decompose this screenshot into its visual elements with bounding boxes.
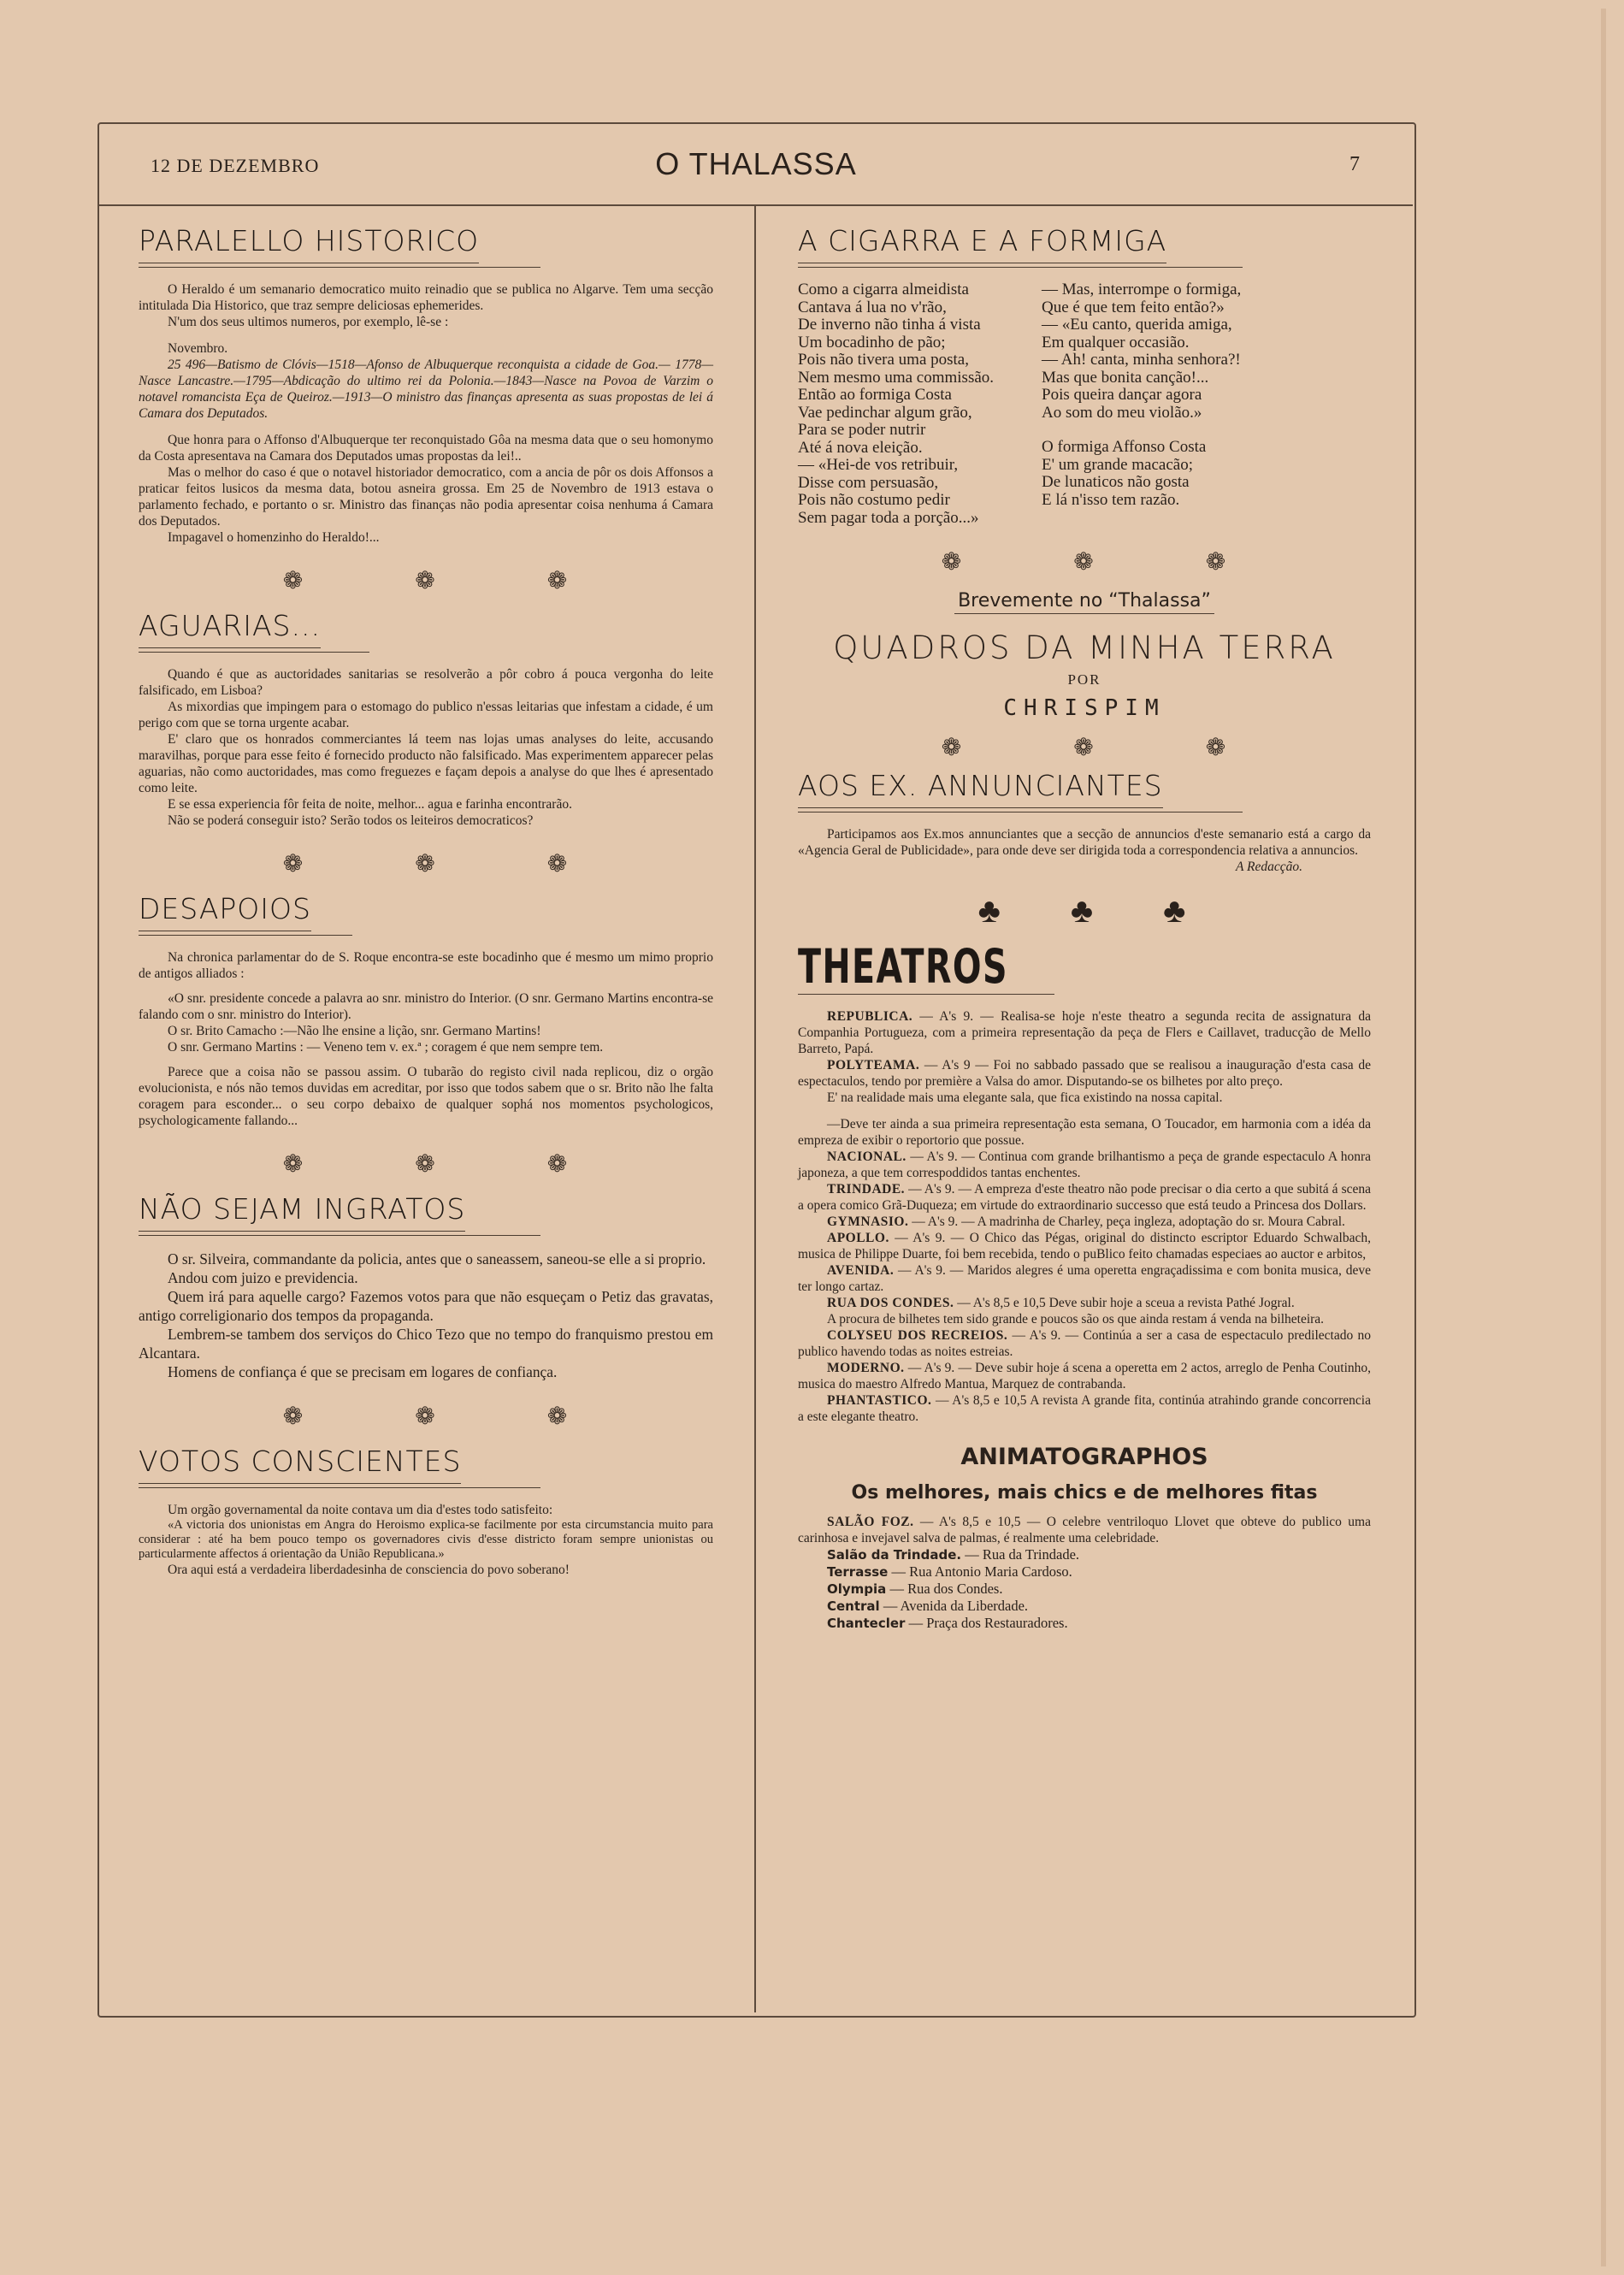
theatre-entry bbox=[798, 1392, 1371, 1425]
venue-name: Chantecler bbox=[827, 1616, 906, 1631]
theatre-text: — A's 9. — Maridos alegres é uma operetta engraçadissima e com bonita musica, deve ter longo cartaz. bbox=[798, 1263, 1371, 1294]
quote-heading: Novembro. bbox=[168, 341, 228, 356]
section-title: NÃO SEJAM INGRATOS bbox=[139, 1192, 465, 1232]
section-title: THEATROS bbox=[798, 939, 1008, 994]
paragraph: O snr. Germano Martins : — Veneno tem v. ex.ª ; coragem é que nem sempre tem. bbox=[168, 1040, 604, 1055]
theatre-text: — A's 9. — A empreza d'este theatro não pode precisar o dia certo a que subitá á scena a opera comico Grã-Duqueza; em virtude do extraordinario successo que está teudo a Princesa dos Dollars. bbox=[798, 1182, 1371, 1213]
section-title: VOTOS CONSCIENTES bbox=[139, 1445, 461, 1484]
theatre-entry bbox=[798, 1214, 1371, 1230]
article-theatros bbox=[798, 939, 1371, 1425]
theatre-text: E' na realidade mais uma elegante sala, que fica existindo na nossa capital. bbox=[827, 1090, 1223, 1105]
theatre-text: — A's 9. — O Chico das Pégas, original do distincto escriptor Eduardo Schwalbach, musica de Philippe Duarte, foi bem recebida, tendo o puBlico feito chamadas especiaes ao auctor e arbitos, bbox=[798, 1231, 1371, 1262]
poem bbox=[798, 281, 1371, 527]
ornament-divider: ❁ ❁ ❁ bbox=[941, 735, 1279, 761]
section-title: DESAPOIOS bbox=[139, 892, 311, 931]
theatre-name: REPUBLICA. bbox=[827, 1009, 913, 1024]
por-label: POR bbox=[1067, 671, 1101, 688]
theatre-text: — A's 8,5 e 10,5 Deve subir hoje a sceua a revista Pathé Jogral. bbox=[954, 1296, 1295, 1310]
theatre-entry bbox=[798, 1149, 1371, 1181]
title-rule bbox=[139, 652, 369, 653]
theatre-entry bbox=[798, 1360, 1371, 1392]
signature: A Redacção. bbox=[1235, 860, 1302, 874]
paragraph: As mixordias que impingem para o estomago do publico n'essas leitarias que infestam a cidade, é um perigo com que se torna urgente acabar. bbox=[139, 700, 713, 730]
ornament-divider: ❁ ❁ ❁ bbox=[282, 1151, 621, 1178]
paragraph: Participamos aos Ex.mos annunciantes que a secção de annuncios d'este semanario está a cargo da «Agencia Geral de Publicidade», para onde deve ser dirigida toda a correspondencia relativa a annuncios. bbox=[798, 827, 1371, 858]
paragraph: N'um dos seus ultimos numeros, por exemplo, lê-se : bbox=[168, 315, 449, 329]
theatre-name: APOLLO. bbox=[827, 1231, 889, 1245]
theatre-entry bbox=[798, 1327, 1371, 1360]
newspaper-title: O THALASSA bbox=[655, 146, 857, 181]
title-rule bbox=[139, 1487, 540, 1488]
theatre-entry bbox=[798, 1057, 1371, 1090]
theatre-name: MODERNO. bbox=[827, 1361, 905, 1375]
page-edge bbox=[1601, 9, 1606, 2266]
theatre-entry bbox=[798, 1311, 1371, 1327]
paragraph: Mas o melhor do caso é que o notavel historiador democratico, com a ancia de pôr os dois Affonsos a praticar feitos lusicos da mesma data, botou asneira grossa. Em 25 de Novembro de 1913 estava o parlamento fechado, e portanto o sr. Ministro das finanças não podia apresentar coisa nenhuma á Camara dos Deputados. bbox=[139, 465, 713, 529]
paragraph: E' claro que os honrados commerciantes lá teem nas lojas umas analyses do leite, accusando maravilhas, porque para esse feito é fornecido producto não falsificado. Mas experimentem apparecer pelas aguarias, não como auctoridades, mas como freguezes e façam depois a analyse do que lhes é apresentado como leite. bbox=[139, 732, 713, 795]
venue-name: SALÃO FOZ. bbox=[827, 1515, 914, 1529]
theatre-name: COLYSEU DOS RECREIOS. bbox=[827, 1328, 1008, 1343]
article-votos bbox=[139, 1445, 713, 1578]
section-subtitle: Os melhores, mais chics e de melhores fitas bbox=[851, 1482, 1318, 1504]
venue-address: — Praça dos Restauradores. bbox=[905, 1615, 1068, 1631]
ornament-divider: ❁ ❁ ❁ bbox=[941, 549, 1279, 576]
venue-address: — Rua da Trindade. bbox=[961, 1546, 1080, 1563]
column-divider bbox=[754, 206, 756, 2012]
theatre-entry bbox=[798, 1116, 1371, 1149]
page-number: 7 bbox=[1349, 153, 1360, 175]
theatre-text: — A's 8,5 e 10,5 A revista A grande fita, continúa atrahindo grande concorrencia a este elegante theatro. bbox=[798, 1393, 1371, 1424]
title-rule bbox=[139, 267, 540, 268]
paragraph: O sr. Silveira, commandante da policia, antes que o saneassem, saneou-se elle a si proprio. bbox=[168, 1250, 706, 1268]
brevemente-label: Brevemente no “Thalassa” bbox=[954, 590, 1214, 614]
paragraph: «O snr. presidente concede a palavra ao snr. ministro do Interior. (O snr. Germano Martins encontra-se falando com o snr. ministro do Interior). bbox=[139, 991, 713, 1022]
venue-name: Central bbox=[827, 1598, 880, 1614]
paragraph: Quando é que as auctoridades sanitarias se resolverão a pôr cobro á pouca vergonha do leite falsificado, em Lisboa? bbox=[139, 667, 713, 698]
theatre-entry bbox=[798, 1181, 1371, 1214]
article-desapoios bbox=[139, 892, 713, 1129]
article-aguarias bbox=[139, 609, 713, 829]
header-date: 12 DE DEZEMBRO bbox=[151, 155, 320, 176]
paragraph: Não se poderá conseguir isto? Serão todos os leiteiros democraticos? bbox=[168, 813, 534, 828]
theatre-text: — A's 9 — Foi no sabbado passado que se realisou a inauguração d'esta casa de espectaculos, tendo por première a Valsa do amor. Disputando-se os bilhetes por alto preço. bbox=[798, 1058, 1371, 1089]
theatre-name: NACIONAL. bbox=[827, 1149, 906, 1164]
venue-name: Olympia bbox=[827, 1581, 887, 1597]
paragraph: Quem irá para aquelle cargo? Fazemos votos para que não esqueçam o Petiz das gravatas, antigo correligionario dos tempos da propaganda. bbox=[139, 1288, 713, 1324]
paragraph bbox=[798, 1514, 1371, 1546]
article-animatographos bbox=[798, 1444, 1371, 1632]
theatre-text: — A's 9. — Continua com grande brilhantismo a peça de grande espectaculo A honra japoneza, a que tem correspoddidos tantas enchentes. bbox=[798, 1149, 1371, 1180]
venue-item bbox=[827, 1598, 1371, 1615]
paragraph: E se essa experiencia fôr feita de noite, melhor... agua e farinha encontrarão. bbox=[168, 797, 572, 812]
section-title: AGUARIAS... bbox=[139, 609, 321, 648]
venue-item bbox=[827, 1563, 1371, 1581]
theatre-entry bbox=[798, 1262, 1371, 1295]
theatre-name: AVENIDA. bbox=[827, 1263, 895, 1278]
section-title: AOS EX. ANNUNCIANTES bbox=[798, 769, 1163, 808]
paragraph: Na chronica parlamentar do de S. Roque encontra-se este bocadinho que é mesmo um mimo proprio de antigos alliados : bbox=[139, 950, 713, 981]
theatre-name: RUA DOS CONDES. bbox=[827, 1296, 954, 1310]
left-column bbox=[139, 224, 713, 1578]
page-header bbox=[99, 122, 1413, 206]
paragraph: Andou com juizo e previdencia. bbox=[168, 1269, 358, 1286]
venue-address: — Rua dos Condes. bbox=[886, 1581, 1003, 1597]
theatre-text: — A's 9. — Continúa a ser a casa de espectaculo predilectado no publico havendo todas as noites estreias. bbox=[798, 1328, 1371, 1359]
poem-stanza: — Mas, interrompe o formiga, Que é que tem feito então?» — «Eu canto, querida amiga, Em qualquer occasião. — Ah! canta, minha senhora?! Mas que bonita canção!... Pois queira dançar agora Ao som do meu violão.» bbox=[1042, 281, 1242, 422]
theatre-text: — A's 9. — Realisa-se hoje n'este theatro a segunda recita de assignatura da Companhia Portugueza, com a primeira representação da peça de Flers e Caillavet, traducção de Mello Barreto, Papá. bbox=[798, 1009, 1371, 1056]
article-annunciantes bbox=[798, 769, 1371, 875]
venue-address: — Rua Antonio Maria Cardoso. bbox=[888, 1563, 1072, 1580]
theatre-name: TRINDADE. bbox=[827, 1182, 906, 1197]
theatre-entry bbox=[798, 1090, 1371, 1106]
venue-item bbox=[827, 1615, 1371, 1632]
paragraph: Um orgão governamental da noite contava um dia d'estes todo satisfeito: bbox=[168, 1503, 553, 1517]
poem-right bbox=[1042, 281, 1241, 527]
theatre-name: POLYTEAMA. bbox=[827, 1058, 920, 1072]
theatre-list bbox=[798, 1008, 1371, 1425]
quadros-title: QUADROS DA MINHA TERRA bbox=[833, 629, 1336, 666]
theatre-text: — A's 9. — Deve subir hoje á scena a operetta em 2 actos, arreglo de Penha Coutinho, musica do maestro Alfredo Mantua, Marquez de contrabanda. bbox=[798, 1361, 1371, 1392]
theatre-text: — A's 9. — A madrinha de Charley, peça ingleza, adoptação do sr. Moura Cabral. bbox=[908, 1214, 1345, 1229]
paragraph: Homens de confiança é que se precisam em logares de confiança. bbox=[168, 1363, 558, 1380]
venue-name: Salão da Trindade. bbox=[827, 1547, 962, 1563]
section-title: ANIMATOGRAPHOS bbox=[960, 1444, 1208, 1470]
venue-item bbox=[827, 1581, 1371, 1598]
venue-name: Terrasse bbox=[827, 1564, 889, 1580]
ornament-divider: ❁ ❁ ❁ bbox=[282, 851, 621, 878]
venue-text: — A's 8,5 e 10,5 — O celebre ventriloquo Llovet que obteve do publico uma carinhosa e invejavel salva de palmas, é realmente uma celebridade. bbox=[798, 1515, 1371, 1545]
quote: «A victoria dos unionistas em Angra do Heroismo explica-se facilmente por esta circumstancia muito para considerar : até ha bem pouco tempo os governadores civis d'esse districto foram sempre unionistas ou particularmente affectos á orientação da União Republicana.» bbox=[139, 1518, 713, 1561]
theatre-name: PHANTASTICO. bbox=[827, 1393, 932, 1408]
ornament-divider: ❁ ❁ ❁ bbox=[282, 1403, 621, 1430]
title-rule bbox=[139, 1235, 540, 1236]
announcement-quadros bbox=[798, 590, 1371, 721]
paragraph: O sr. Brito Camacho :—Não lhe ensine a lição, snr. Germano Martins! bbox=[168, 1024, 541, 1038]
paragraph: O Heraldo é um semanario democratico muito reinadio que se publica no Algarve. Tem uma secção intitulada Dia Historico, que traz sempre deliciosas ephemerides. bbox=[139, 282, 713, 313]
article-paralello bbox=[139, 224, 713, 546]
poem-stanza: Como a cigarra almeidista Cantava á lua no v'rão, De inverno não tinha á vista Um bocadinho de pão; Pois não tivera uma posta, Nem mesmo uma commissão. Então ao formiga Costa Vae pedinchar algum grão, Para se poder nutrir Até á nova eleição. — «Hei-de vos retribuir, Disse com persuasão, Pois não costumo pedir Sem pagar toda a porção...» bbox=[798, 281, 995, 527]
title-rule bbox=[798, 267, 1243, 268]
poem-stanza: O formiga Affonso Costa E' um grande macacão; De lunaticos não gosta E lá n'isso tem razão. bbox=[1042, 438, 1207, 509]
ornament-divider: ❁ ❁ ❁ bbox=[282, 568, 621, 594]
section-title: PARALELLO HISTORICO bbox=[139, 224, 479, 263]
title-rule bbox=[798, 994, 1054, 995]
paragraph: Parece que a coisa não se passou assim. O tubarão do registo civil nada replicou, diz o orgão evolucionista, e nós não temos duvidas em acreditar, por isso que todos sabem que o sr. Brito não lhe falta coragem para esconder... o seu corpo debaixo de qualquer sophá nos momentos psychologicos, psychologicamente fallando... bbox=[139, 1065, 713, 1128]
paragraph: Que honra para o Affonso d'Albuquerque ter reconquistado Gôa na mesma data que o seu homonymo da Costa apresentava na Camara dos Deputados umas propostas da lei!.. bbox=[139, 433, 713, 464]
title-rule bbox=[139, 935, 352, 936]
theatre-entry bbox=[798, 1295, 1371, 1311]
author-name: CHRISPIM bbox=[1003, 695, 1166, 721]
theatre-entry bbox=[798, 1230, 1371, 1262]
theatre-name: GYMNASIO. bbox=[827, 1214, 909, 1229]
right-column bbox=[798, 224, 1371, 1632]
theatre-entry bbox=[798, 1008, 1371, 1057]
paragraph: Ora aqui está a verdadeira liberdadesinha de consciencia do povo soberano! bbox=[168, 1563, 570, 1577]
theatre-text: A procura de bilhetes tem sido grande e poucos são os que ainda restam á venda na bilheteira. bbox=[827, 1312, 1325, 1327]
venue-address: — Avenida da Liberdade. bbox=[879, 1598, 1029, 1614]
venue-list bbox=[827, 1546, 1371, 1632]
paragraph: Impagavel o homenzinho do Heraldo!... bbox=[168, 530, 380, 545]
article-ingratos bbox=[139, 1192, 713, 1381]
venue-item bbox=[827, 1546, 1371, 1563]
theatre-text: —Deve ter ainda a sua primeira representação esta semana, O Toucador, em harmonia com a idéa da empreza de exibir o reportorio que possue. bbox=[798, 1117, 1371, 1148]
section-title: A CIGARRA E A FORMIGA bbox=[798, 224, 1166, 263]
article-cigarra bbox=[798, 224, 1371, 527]
paragraph: Lembrem-se tambem dos serviços do Chico Tezo que no tempo do franquismo prestou em Alcantara. bbox=[139, 1326, 713, 1362]
clubs-ornament: ♣ ♣ ♣ bbox=[977, 891, 1217, 930]
quote: 25 496—Batismo de Clóvis—1518—Afonso de Albuquerque reconquista a cidade de Goa.— 1778—Nasce Lancastre.—1795—Abdicação do ultimo rei da Polonia.—1843—Nasce na Povoa de Varzim o notavel romancista Eça de Queiroz.—1913—O ministro das finanças apresenta as suas propostas de lei á Camara dos Deputados. bbox=[139, 358, 713, 421]
